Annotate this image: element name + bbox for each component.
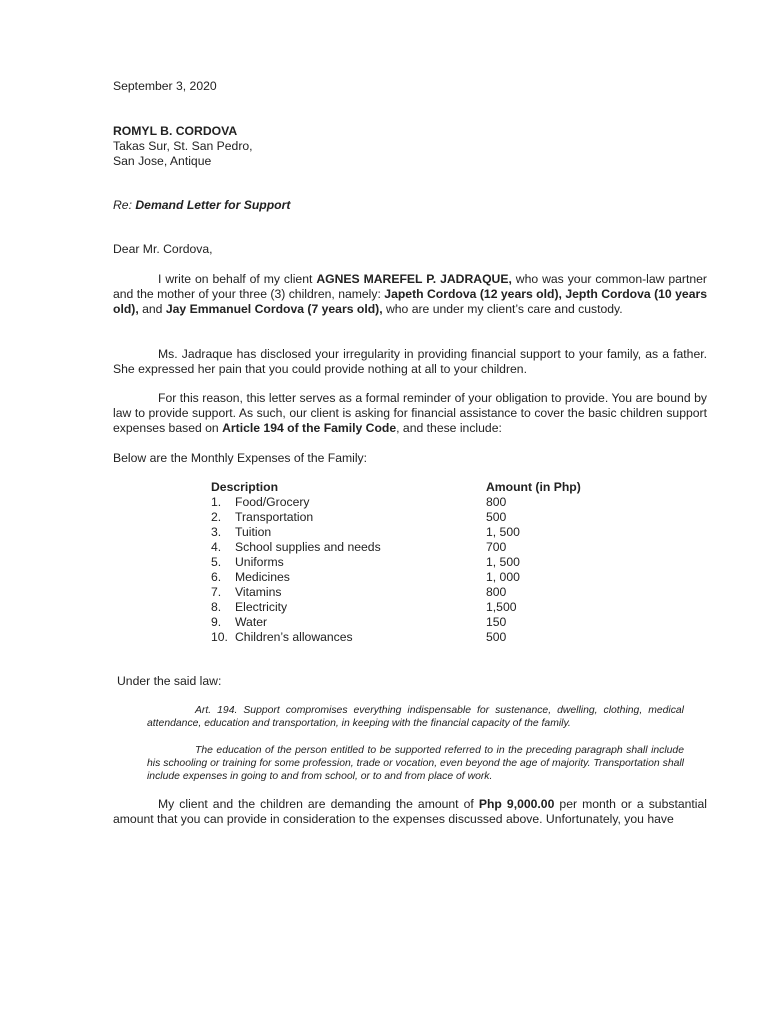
paragraph-demand: My client and the children are demanding the amount of Php 9,000.00 per month or a substantial amount that you can provide in consideration to the expenses discussed above. Unfortunately, you have — [113, 797, 707, 826]
row-number: 5. — [211, 555, 222, 569]
recipient-address-line2: San Jose, Antique — [113, 154, 212, 168]
row-number: 1. — [211, 495, 222, 509]
row-description: Medicines — [235, 570, 290, 584]
row-amount: 1,500 — [486, 600, 517, 614]
law-article-194-paragraph1: Art. 194. Support compromises everything indispensable for sustenance, dwelling, clothing, medical attendance, education and transportation, in keeping with the financial capacity of the family. — [147, 705, 684, 729]
row-amount: 700 — [486, 540, 507, 554]
expenses-intro: Below are the Monthly Expenses of the Family: — [113, 451, 368, 465]
row-description: Water — [235, 615, 268, 629]
row-amount: 1, 500 — [486, 555, 520, 569]
paragraph-client: I write on behalf of my client AGNES MAREFEL P. JADRAQUE, who was your common-law partner and the mother of your three (3) children, namely: Japeth Cordova (12 years old), Jepth Cordova (10 years old), and Jay Emmanuel Cordova (7 years old), who are under my client’s care and custody. — [113, 272, 707, 316]
row-number: 7. — [211, 585, 222, 599]
under-law-label: Under the said law: — [117, 674, 222, 688]
row-amount: 500 — [486, 630, 507, 644]
subject-line — [113, 198, 707, 213]
column-header-description: Description — [211, 480, 279, 494]
row-number: 3. — [211, 525, 222, 539]
row-description: Electricity — [235, 600, 288, 614]
row-number: 8. — [211, 600, 222, 614]
salutation: Dear Mr. Cordova, — [113, 242, 213, 256]
row-description: Vitamins — [235, 585, 282, 599]
law-article-194-paragraph2: The education of the person entitled to be supported referred to in the preceding paragraph shall include his schooling or training for some profession, trade or vocation, even beyond the age of majority. Transportation shall include expenses in going to and from school, or to and from place of work. — [147, 745, 684, 782]
paragraph-disclosure: Ms. Jadraque has disclosed your irregularity in providing financial support to your family, as a father. She expressed her pain that you could provide nothing at all to your children. — [113, 347, 707, 376]
column-header-amount: Amount (in Php) — [486, 480, 581, 494]
row-description: Uniforms — [235, 555, 284, 569]
row-amount: 1, 500 — [486, 525, 520, 539]
letter-date: September 3, 2020 — [113, 79, 217, 93]
re-label: Re: — [113, 198, 132, 212]
row-amount: 1, 000 — [486, 570, 520, 584]
row-description: Food/Grocery — [235, 495, 310, 509]
recipient-block — [113, 124, 707, 169]
row-number: 4. — [211, 540, 222, 554]
row-description: Children’s allowances — [235, 630, 353, 644]
row-description: School supplies and needs — [235, 540, 381, 554]
row-description: Tuition — [235, 525, 272, 539]
row-number: 10. — [211, 630, 228, 644]
row-number: 6. — [211, 570, 222, 584]
row-amount: 800 — [486, 495, 507, 509]
re-subject: Demand Letter for Support — [135, 198, 291, 212]
recipient-address-line1: Takas Sur, St. San Pedro, — [113, 139, 253, 153]
row-amount: 150 — [486, 615, 507, 629]
row-amount: 800 — [486, 585, 507, 599]
row-description: Transportation — [235, 510, 314, 524]
row-amount: 500 — [486, 510, 507, 524]
paragraph-obligation: For this reason, this letter serves as a formal reminder of your obligation to provide. You are bound by law to provide support. As such, our client is asking for financial assistance to cover the basic children support expenses based on Article 194 of the Family Code, and these include: — [113, 391, 707, 435]
recipient-name: ROMYL B. CORDOVA — [113, 124, 238, 138]
row-number: 9. — [211, 615, 222, 629]
row-number: 2. — [211, 510, 222, 524]
